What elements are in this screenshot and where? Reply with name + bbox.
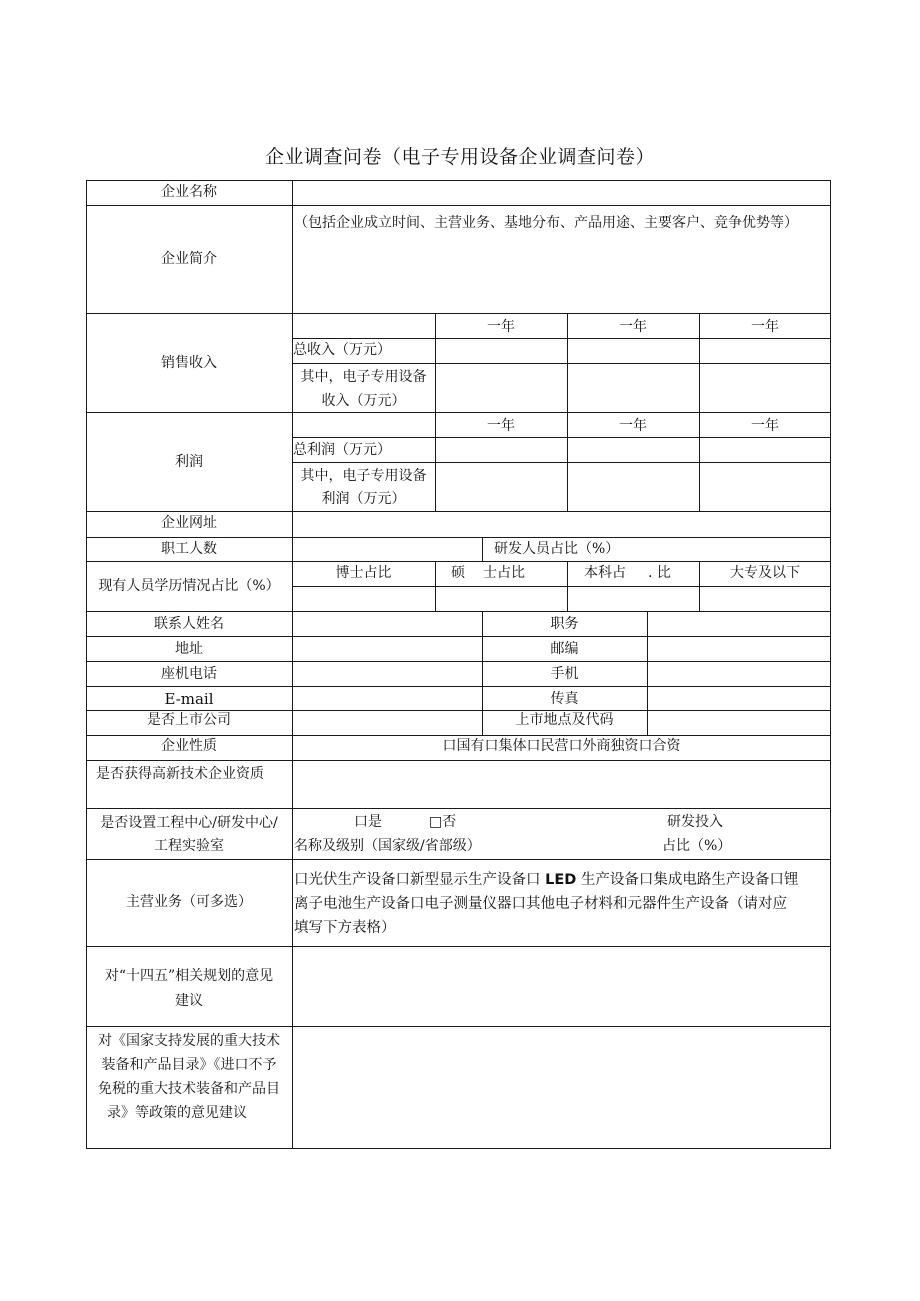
row-divider: [86, 412, 831, 413]
year-label: 一年: [619, 319, 647, 335]
row-divider: [86, 205, 831, 206]
policy-suggestion-label-3: 免税的重大技术装备和产品目: [98, 1081, 280, 1097]
equipment-income-label-2: 收入（万元）: [321, 393, 406, 409]
row-divider: [292, 586, 831, 587]
row-divider: [292, 338, 831, 339]
led-option-label: LED: [545, 872, 577, 888]
company-intro-hint: （包括企业成立时间、主营业务、基地分布、产品用途、主要客户、竞争优势等）: [294, 215, 798, 231]
email-label: E-mail: [164, 690, 214, 708]
business-options-text: 口光伏生产设备口新型显示生产设备口: [294, 872, 546, 888]
row-divider: [86, 611, 831, 612]
column-divider: [699, 313, 700, 512]
row-divider: [292, 363, 831, 364]
engineering-center-label-2: 工程实验室: [154, 838, 224, 854]
row-divider: [292, 437, 831, 438]
year-label: 一年: [751, 418, 779, 434]
page-title: 企业调查问卷（电子专用设备企业调查问卷）: [264, 146, 655, 168]
policy-suggestion-label: 对《国家支持发展的重大技术: [98, 1033, 280, 1049]
center-yes-checkbox[interactable]: 口是: [354, 814, 382, 830]
contact-name-label: 联系人姓名: [154, 616, 224, 632]
mobile-label: 手机: [550, 666, 579, 682]
postcode-label: 邮编: [550, 641, 579, 657]
rd-investment-label: 研发投入: [667, 814, 723, 830]
plan-suggestion-field[interactable]: [293, 947, 830, 1026]
bachelor-ratio-label-2: . 比: [648, 565, 671, 581]
education-ratio-label: 现有人员学历情况占比（%）: [98, 578, 280, 594]
main-business-label: 主营业务（可多选）: [126, 894, 252, 910]
engineering-center-label: 是否设置工程中心/研发中心/: [100, 815, 278, 831]
address-label: 地址: [175, 641, 203, 657]
total-income-label: 总收入（万元）: [293, 342, 391, 358]
company-intro-label: 企业简介: [161, 251, 217, 267]
policy-suggestion-field[interactable]: [293, 1027, 830, 1148]
year-label: 一年: [751, 319, 779, 335]
website-field[interactable]: [293, 512, 830, 536]
policy-suggestion-label-2: 装备和产品目录》《进口不予: [101, 1057, 277, 1073]
main-business-options-line2[interactable]: 离子电池生产设备口电子测量仪器口其他电子材料和元器件生产设备（请对应: [294, 896, 787, 912]
row-divider: [86, 561, 831, 562]
row-divider: [86, 313, 831, 314]
company-name-field[interactable]: [293, 181, 830, 205]
plan-suggestion-label-2: 建议: [175, 993, 203, 1009]
company-nature-options[interactable]: 口国有口集体口民营口外商独资口合资: [442, 738, 681, 754]
listing-place-label: 上市地点及代码: [515, 712, 614, 728]
year-label: 一年: [619, 418, 647, 434]
equipment-profit-label-2: 利润（万元）: [321, 491, 406, 507]
row-divider: [86, 686, 831, 687]
column-divider: [567, 313, 568, 512]
plan-suggestion-label: 对“十四五”相关规划的意见: [104, 968, 274, 984]
fax-label: 传真: [550, 691, 579, 707]
row-divider: [86, 859, 831, 860]
staff-count-label: 职工人数: [161, 541, 217, 557]
center-level-label: 名称及级别（国家级/省部级）: [294, 838, 481, 854]
listed-company-label: 是否上市公司: [147, 712, 231, 728]
company-name-label: 企业名称: [161, 184, 217, 200]
policy-suggestion-label-4: 录》等政策的意见建议: [107, 1105, 247, 1121]
column-divider: [435, 561, 436, 612]
landline-label: 座机电话: [161, 666, 217, 682]
company-intro-field[interactable]: [293, 262, 830, 312]
year-label: 一年: [487, 418, 515, 434]
total-profit-label: 总利润（万元）: [293, 442, 391, 458]
college-ratio-label: 大专及以下: [730, 565, 800, 581]
rd-investment-ratio-label: 占比（%）: [662, 838, 732, 854]
row-divider: [86, 661, 831, 662]
column-divider: [435, 313, 436, 512]
company-nature-label: 企业性质: [161, 738, 217, 754]
website-label: 企业网址: [161, 515, 217, 531]
hightech-qualification-field[interactable]: [293, 761, 830, 808]
table-border-bottom: [86, 1148, 831, 1149]
main-business-options-line3: 填写下方表格）: [294, 920, 396, 936]
sales-income-label: 销售收入: [161, 355, 217, 371]
column-divider: [647, 611, 648, 736]
profit-label: 利润: [175, 454, 203, 470]
master-ratio-label-2: 士占比: [483, 565, 525, 581]
rd-staff-ratio-label: 研发人员占比（%）: [494, 541, 620, 557]
row-divider: [86, 808, 831, 809]
center-no-checkbox[interactable]: □否: [429, 814, 457, 830]
equipment-profit-label: 其中，电子专用设备: [300, 468, 427, 484]
business-options-text: 生产设备口集成电路生产设备口锂: [576, 872, 799, 888]
bachelor-ratio-label: 本科占: [584, 565, 626, 581]
phd-ratio-label: 博士占比: [335, 565, 392, 581]
row-divider: [292, 462, 831, 463]
position-label: 职务: [550, 616, 579, 632]
row-divider: [86, 636, 831, 637]
master-ratio-label: 硕: [451, 565, 465, 581]
staff-count-field[interactable]: [293, 538, 481, 561]
column-divider: [482, 537, 483, 562]
column-divider: [567, 561, 568, 612]
hightech-qualification-label: 是否获得高新技术企业资质: [96, 766, 264, 782]
main-business-options-line1[interactable]: [294, 870, 798, 891]
year-label: 一年: [487, 319, 515, 335]
equipment-income-label: 其中，电子专用设备: [300, 369, 427, 385]
